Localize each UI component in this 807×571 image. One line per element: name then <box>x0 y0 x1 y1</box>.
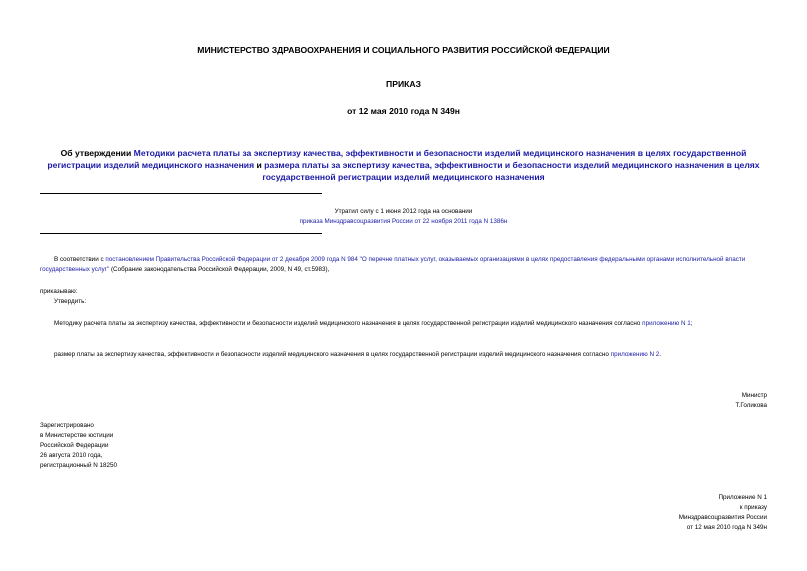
item-methodology <box>40 319 770 329</box>
government-decree-link[interactable]: постановлением Правительства Российской Федерации от 2 декабря 2009 года N 984 "О перечне платных услуг, оказываемых организациями в целях предоставления федеральными органами исполнительной власти государственных услуг" <box>40 256 746 273</box>
ministry-heading: МИНИСТЕРСТВО ЗДРАВООХРАНЕНИЯ И СОЦИАЛЬНОГО РАЗВИТИЯ РОССИЙСКОЙ ФЕДЕРАЦИИ <box>197 45 610 55</box>
divider-top <box>40 193 322 194</box>
title-link-fee-size[interactable]: размера платы за экспертизу качества, эффективности и безопасности изделий медицинского назначения в целях государственной регистрации изделий медицинского назначения <box>262 160 760 182</box>
title-link-methodology[interactable]: Методики расчета платы за экспертизу качества, эффективности и безопасности изделий медицинского назначения в целях государственной регистрации изделий медицинского назначения <box>47 148 747 170</box>
registration-line: Российской Федерации <box>40 442 109 449</box>
appendix-2-link[interactable]: приложению N 2 <box>610 351 660 358</box>
appendix-line: от 12 мая 2010 года N 349н <box>686 524 767 531</box>
registration-line: регистрационный N 18250 <box>40 462 118 469</box>
appendix-line: Минздравсоцразвития России <box>678 514 767 521</box>
order-title <box>40 147 767 183</box>
order-date: от 12 мая 2010 года N 349н <box>347 106 460 116</box>
appendix-line: Приложение N 1 <box>718 494 767 501</box>
lost-force-text: Утратил силу с 1 июня 2012 года на основании <box>334 208 473 215</box>
item1-text: Методику расчета платы за экспертизу качества, эффективности и безопасности изделий медицинского назначения в целях государственной регистрации изделий медицинского назначения согласно <box>54 320 641 327</box>
signer-position: Министр <box>741 392 767 399</box>
lost-force-link[interactable]: приказа Минздравсоцразвития России от 22 ноября 2011 года N 1386н <box>299 218 508 225</box>
accordance-paragraph <box>40 255 770 274</box>
divider-bottom <box>40 233 322 234</box>
registration-line: в Министерстве юстиции <box>40 432 114 439</box>
registration-block <box>40 421 117 471</box>
order-verb: приказываю: <box>40 288 78 295</box>
title-conjunction: и <box>256 160 262 170</box>
appendix-1-link[interactable]: приложению N 1 <box>642 320 691 327</box>
signature-block <box>735 391 767 411</box>
appendix-header <box>679 493 767 533</box>
item2-end: . <box>659 351 661 358</box>
item1-end: ; <box>690 320 693 327</box>
approve-verb: Утвердить: <box>54 298 87 305</box>
lost-force-note <box>0 207 807 227</box>
title-prefix: Об утверждении <box>60 148 132 158</box>
registration-line: Зарегистрировано <box>40 422 94 429</box>
appendix-line: к приказу <box>739 504 767 511</box>
accordance-prefix: В соответствии с <box>54 256 104 263</box>
order-heading: ПРИКАЗ <box>386 79 421 89</box>
accordance-suffix: (Собрание законодательства Российской Федерации, 2009, N 49, ст.5983), <box>110 265 330 273</box>
registration-line: 26 августа 2010 года, <box>40 452 103 459</box>
item2-text: размер платы за экспертизу качества, эффективности и безопасности изделий медицинского назначения в целях государственной регистрации изделий медицинского назначения согласно <box>54 351 609 358</box>
item-fee-size <box>54 350 770 360</box>
signer-name: Т.Голикова <box>735 402 767 409</box>
